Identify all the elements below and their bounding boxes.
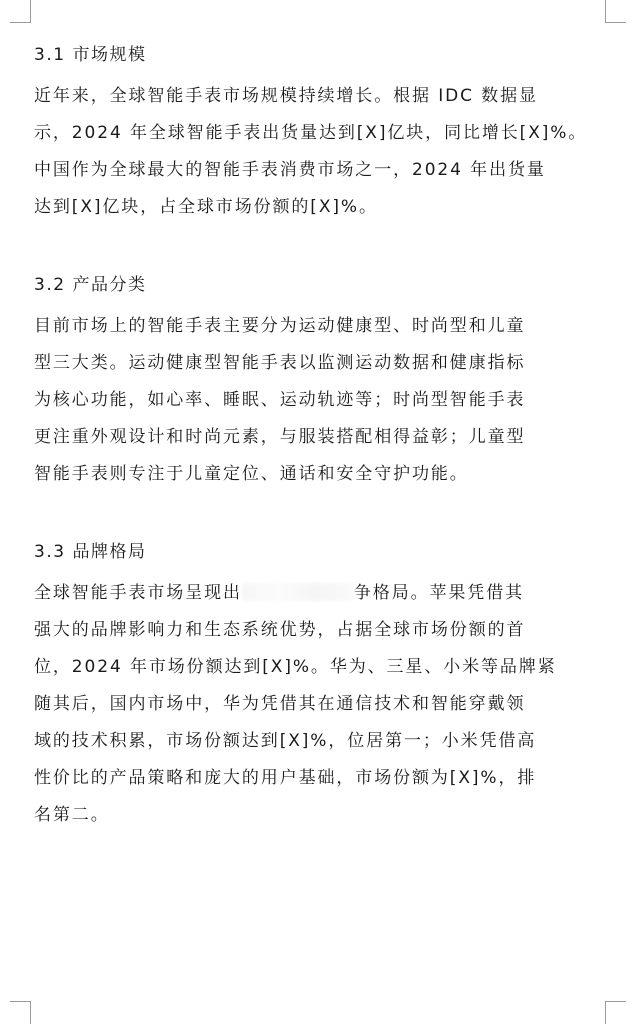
section-heading: 3.3 品牌格局 [34,542,147,562]
text-line: 域的技术积累，市场份额达到[X]%，位居第一；小米凭借高 [34,731,537,751]
text-line: 性价比的产品策略和庞大的用户基础，市场份额为[X]%，排 [34,768,537,788]
text-line: 近年来，全球智能手表市场规模持续增长。根据 IDC 数据显 [34,86,538,106]
text-line: 位，2024 年市场份额达到[X]%。华为、三星、小米等品牌紧 [34,657,557,677]
crop-mark-top-right [605,0,626,23]
text-line: 示，2024 年全球智能手表出货量达到[X]亿块，同比增长[X]%。 [34,123,588,143]
section-paragraph [34,575,614,834]
section-product-categories [34,268,614,493]
crop-mark-top-left [10,0,31,23]
section-paragraph [34,78,614,226]
text-line: 中国作为全球最大的智能手表消费市场之一，2024 年出货量 [34,160,546,180]
document-body [34,38,614,876]
redacted-text [242,583,354,601]
text-line: 达到[X]亿块，占全球市场份额的[X]%。 [34,197,378,217]
text-line: 智能手表则专注于儿童定位、通话和安全守护功能。 [34,464,469,484]
crop-mark-bottom-right [605,1001,626,1024]
text-fragment: 争格局。苹果凭借其 [353,583,525,603]
crop-mark-bottom-left [10,1001,31,1024]
text-line: 目前市场上的智能手表主要分为运动健康型、时尚型和儿童 [34,316,526,336]
text-fragment: 全球智能手表市场呈现出 [34,583,242,603]
text-line: 为核心功能，如心率、睡眠、运动轨迹等；时尚型智能手表 [34,390,526,410]
text-line: 强大的品牌影响力和生态系统优势，占据全球市场份额的首 [34,620,526,640]
section-brand-landscape [34,535,614,834]
section-heading: 3.2 产品分类 [34,275,147,295]
text-line [34,575,614,612]
section-heading: 3.1 市场规模 [34,45,147,65]
text-line: 更注重外观设计和时尚元素，与服装搭配相得益彰；儿童型 [34,427,526,447]
section-paragraph [34,308,614,493]
text-line: 型三大类。运动健康型智能手表以监测运动数据和健康指标 [34,353,526,373]
section-market-size [34,38,614,226]
text-line: 随其后，国内市场中，华为凭借其在通信技术和智能穿戴领 [34,694,526,714]
text-line: 名第二。 [34,805,110,825]
